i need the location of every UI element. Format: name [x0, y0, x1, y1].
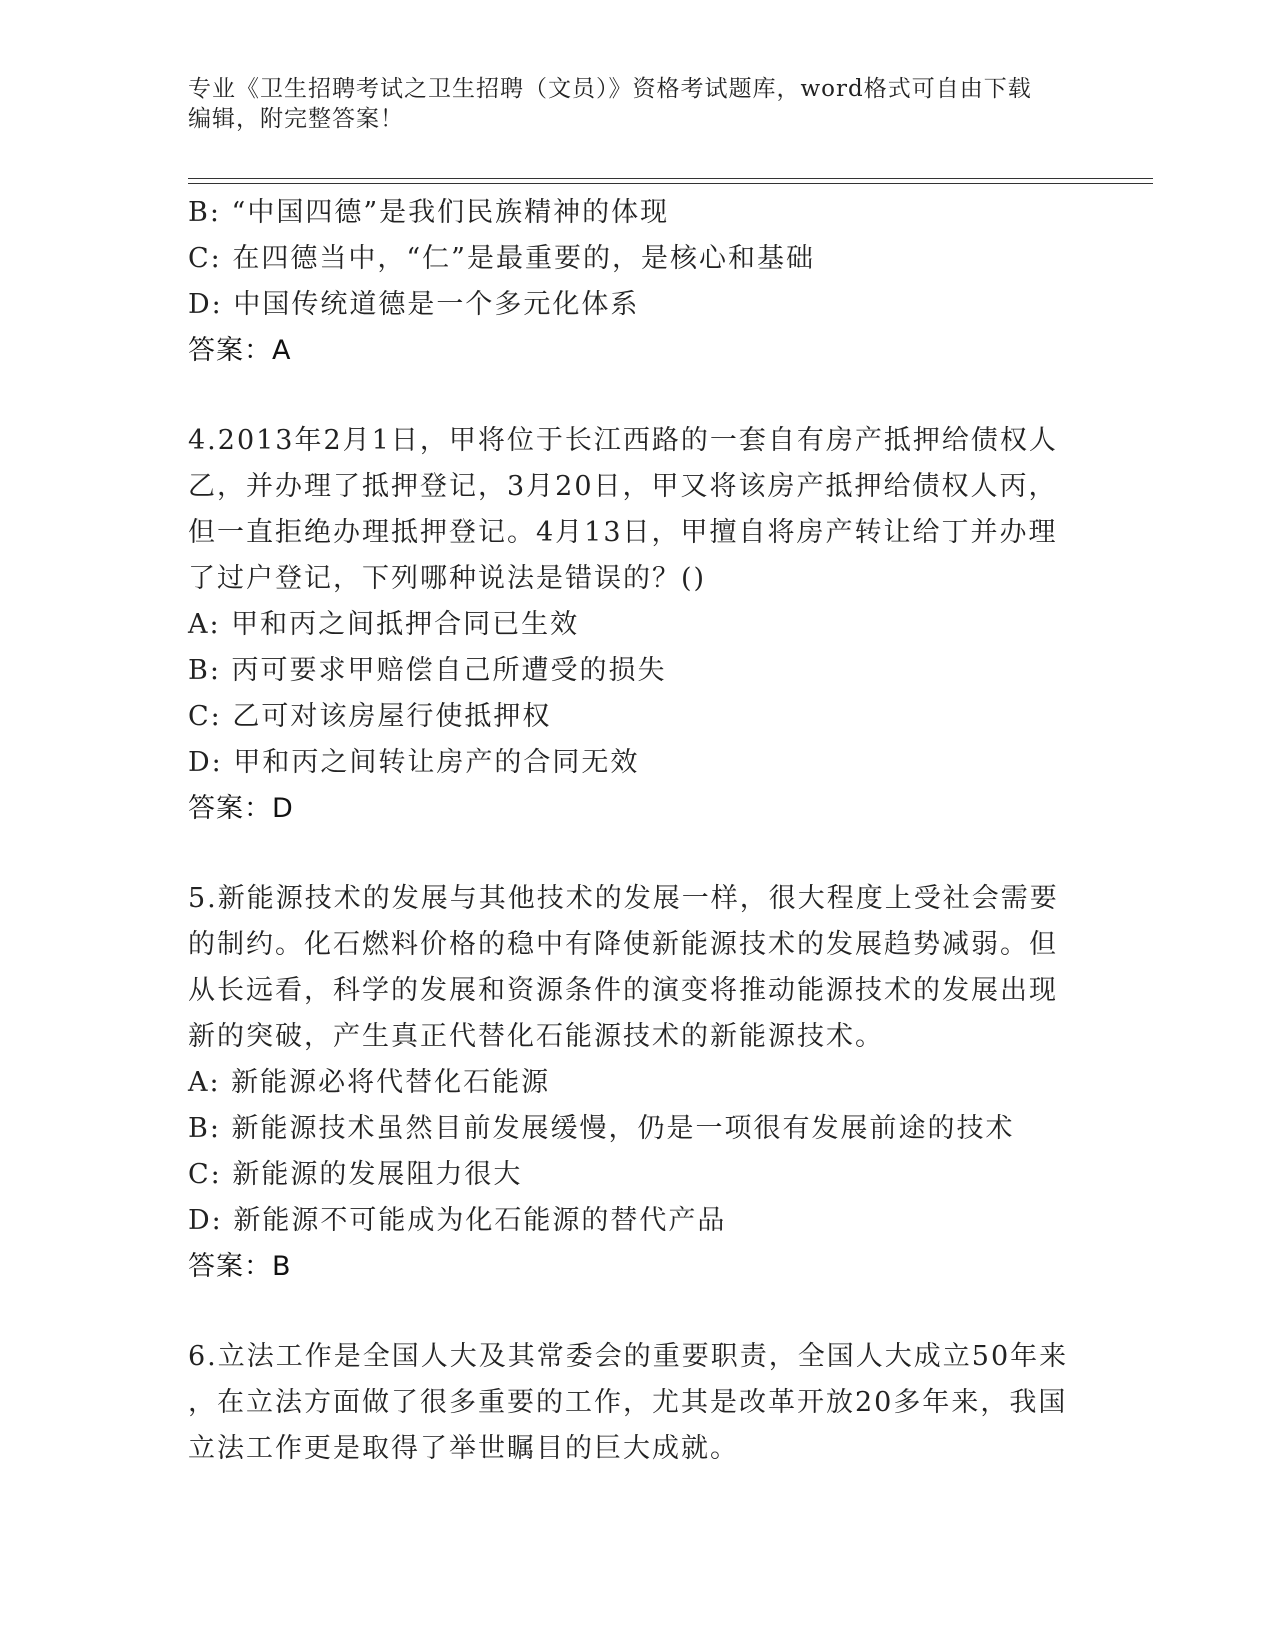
- option-d: D: 甲和丙之间转让房产的合同无效: [188, 747, 640, 778]
- header-line-2: 编辑，附完整答案！: [188, 106, 404, 132]
- question-stem-line: 的制约。化石燃料价格的稳中有降使新能源技术的发展趋势减弱。但: [188, 929, 1058, 960]
- document-header: [188, 74, 1068, 134]
- answer: 答案：B: [188, 1251, 292, 1282]
- document-body: [188, 190, 1088, 1472]
- answer: 答案：D: [188, 793, 294, 824]
- question-stem-line: 5.新能源技术的发展与其他技术的发展一样，很大程度上受社会需要: [188, 883, 1059, 914]
- option-d: D: 新能源不可能成为化石能源的替代产品: [188, 1205, 727, 1236]
- option-c: C: 在四德当中，“仁”是最重要的，是核心和基础: [188, 243, 815, 274]
- option-a: A: 甲和丙之间抵押合同已生效: [188, 609, 580, 640]
- question-stem-line: 乙，并办理了抵押登记，3月20日，甲又将该房产抵押给债权人丙，: [188, 471, 1058, 502]
- option-d: D: 中国传统道德是一个多元化体系: [188, 289, 640, 320]
- question-stem-line: 立法工作更是取得了举世瞩目的巨大成就。: [188, 1433, 739, 1464]
- question-stem-line: ，在立法方面做了很多重要的工作，尤其是改革开放20多年来，我国: [188, 1387, 1068, 1418]
- question-stem-line: 了过户登记，下列哪种说法是错误的？(): [188, 563, 707, 594]
- question-stem-line: 4.2013年2月1日，甲将位于长江西路的一套自有房产抵押给债权人: [188, 425, 1058, 456]
- question-stem-line: 从长远看，科学的发展和资源条件的演变将推动能源技术的发展出现: [188, 975, 1058, 1006]
- question-stem-line: 新的突破，产生真正代替化石能源技术的新能源技术。: [188, 1021, 884, 1052]
- question-4: [188, 418, 1088, 832]
- header-line-1: 专业《卫生招聘考试之卫生招聘（文员）》资格考试题库，word格式可自由下载: [188, 76, 1032, 102]
- question-6: [188, 1334, 1088, 1472]
- answer: 答案：A: [188, 335, 292, 366]
- option-b: B: “中国四德”是我们民族精神的体现: [188, 197, 670, 228]
- option-c: C: 乙可对该房屋行使抵押权: [188, 701, 552, 732]
- spacer: [188, 374, 1088, 418]
- option-a: A: 新能源必将代替化石能源: [188, 1067, 551, 1098]
- header-rule-top: [188, 178, 1153, 179]
- option-b: B: 丙可要求甲赔偿自己所遭受的损失: [188, 655, 667, 686]
- question-stem-line: 6.立法工作是全国人大及其常委会的重要职责，全国人大成立50年来: [188, 1341, 1069, 1372]
- question-stem-line: 但一直拒绝办理抵押登记。4月13日，甲擅自将房产转让给丁并办理: [188, 517, 1058, 548]
- header-rule-bottom: [188, 183, 1153, 184]
- question-3-continued: [188, 190, 1088, 374]
- option-b: B: 新能源技术虽然目前发展缓慢，仍是一项很有发展前途的技术: [188, 1113, 1015, 1144]
- spacer: [188, 832, 1088, 876]
- option-c: C: 新能源的发展阻力很大: [188, 1159, 523, 1190]
- question-5: [188, 876, 1088, 1290]
- spacer: [188, 1290, 1088, 1334]
